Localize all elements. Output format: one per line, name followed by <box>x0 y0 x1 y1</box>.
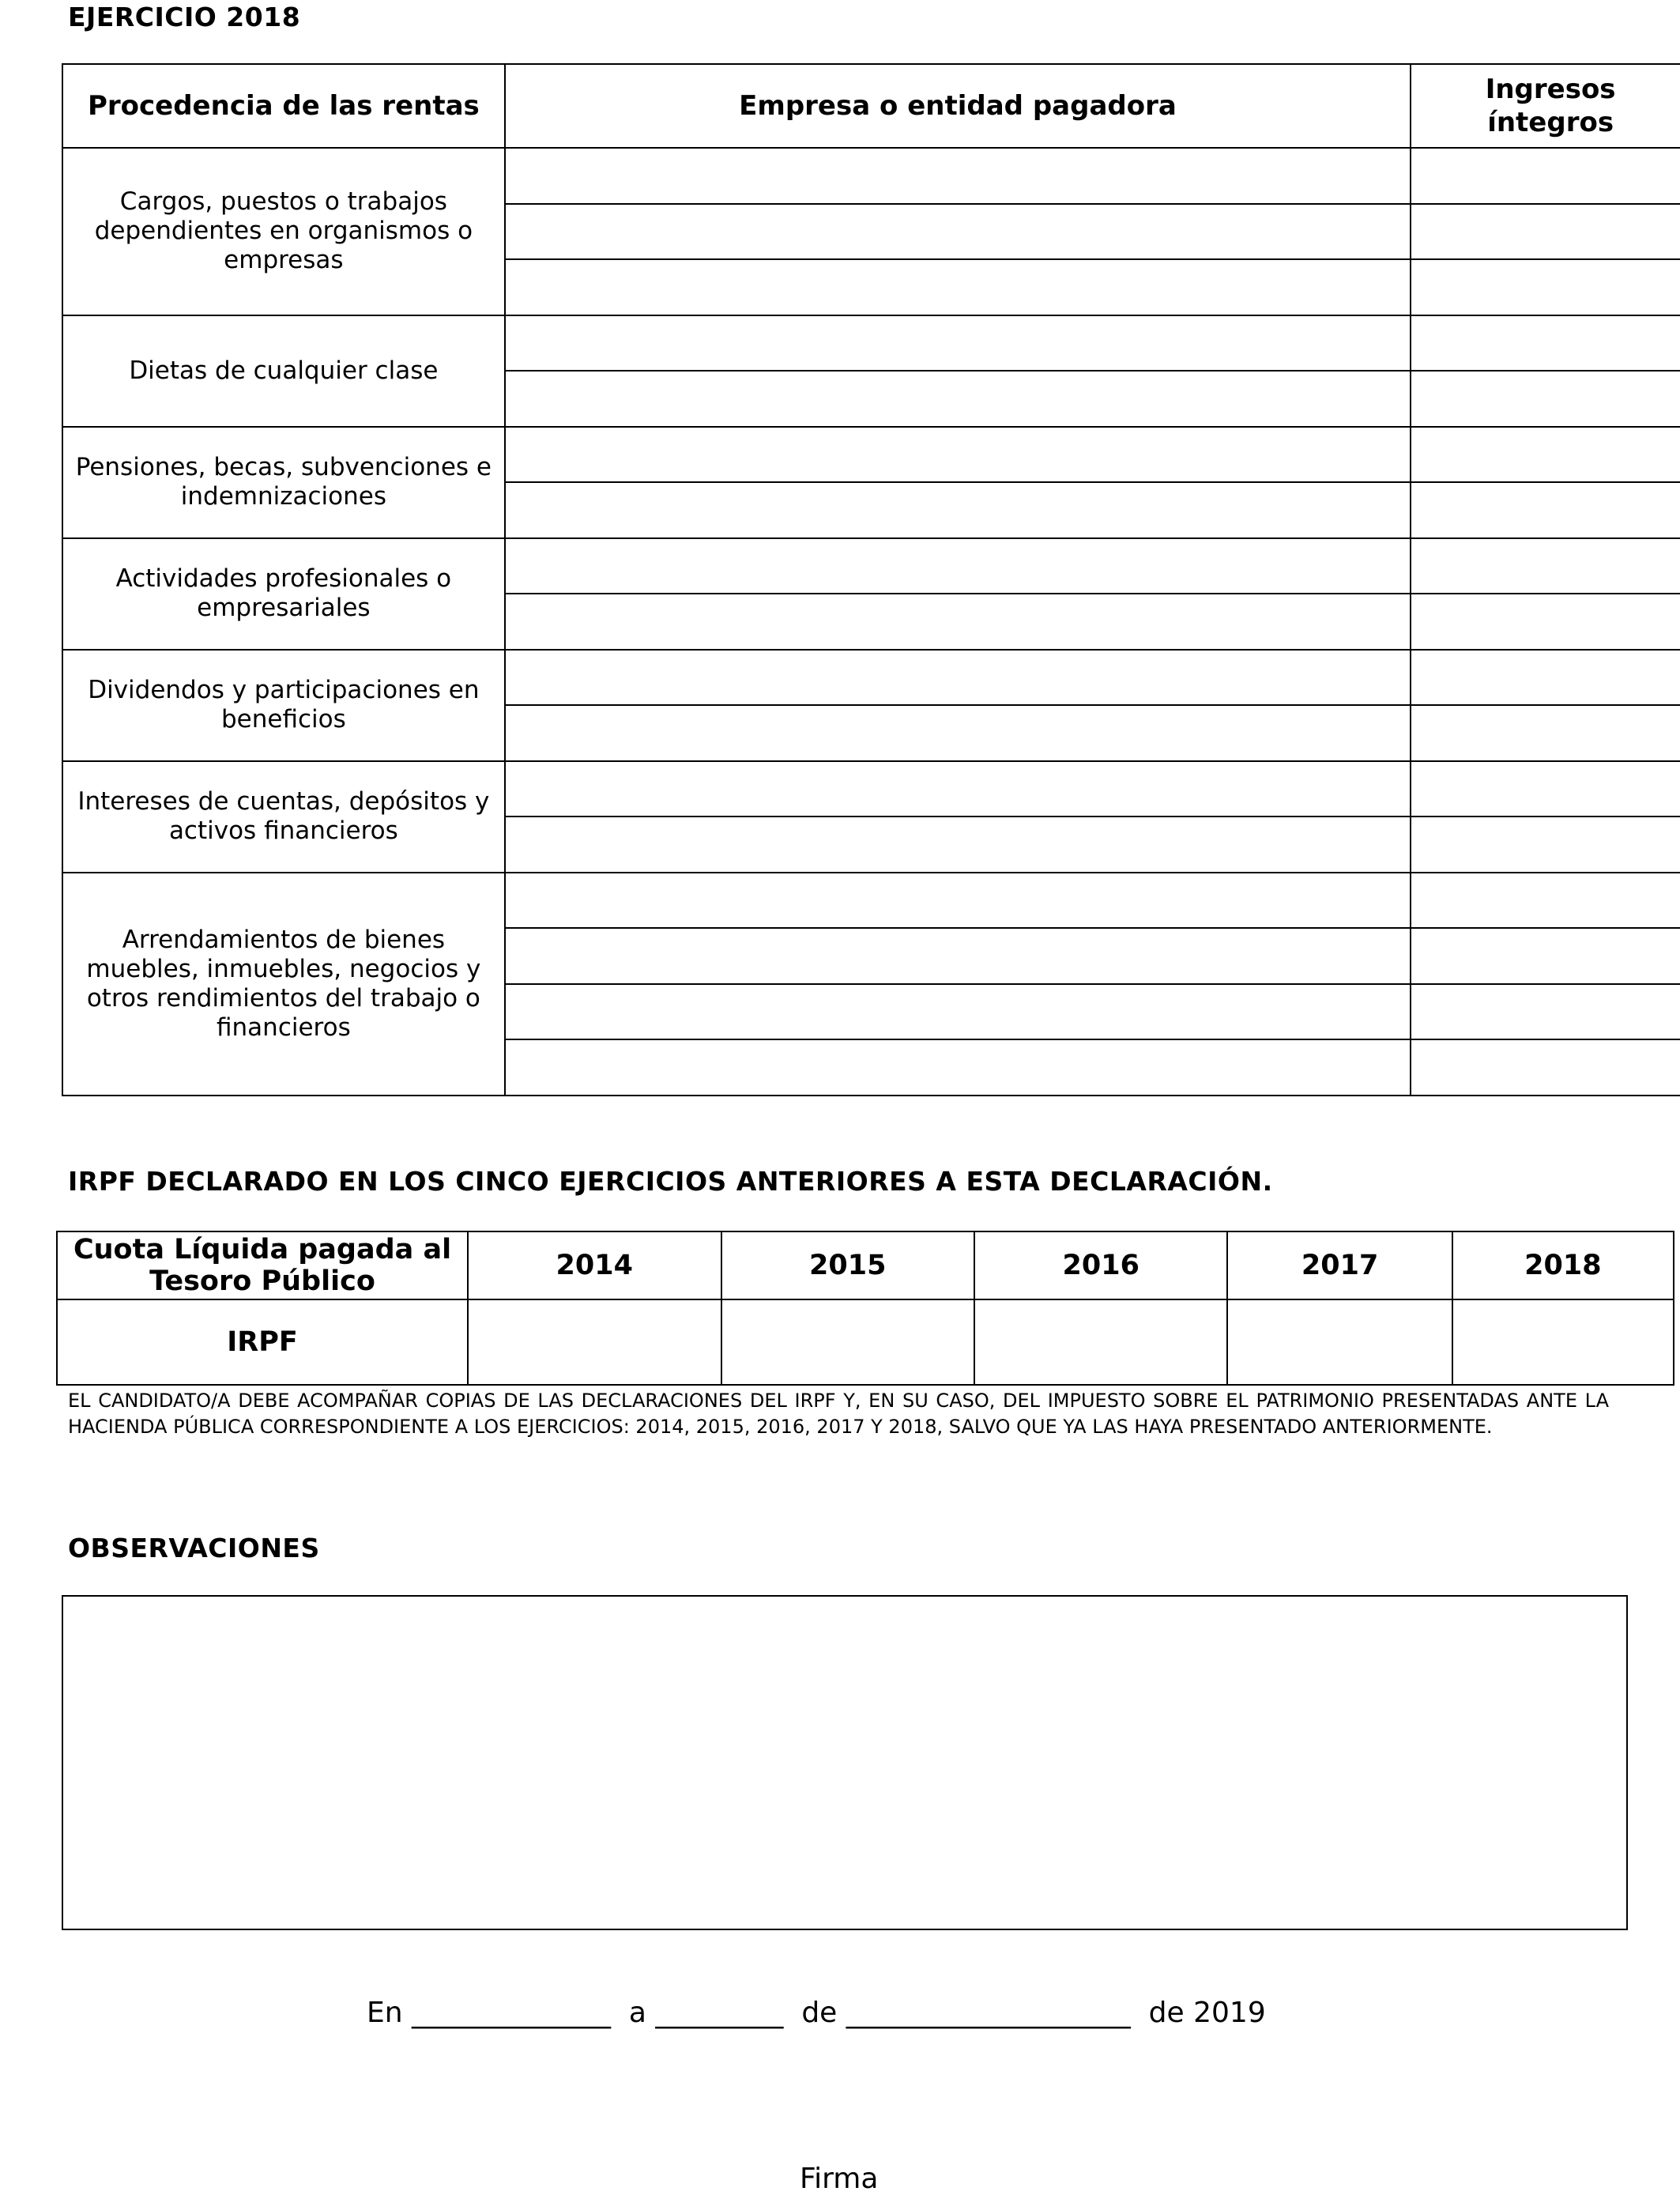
ingresos-integros-cell[interactable] <box>1411 594 1680 650</box>
empresa-entidad-cell[interactable] <box>505 761 1411 817</box>
empresa-entidad-cell[interactable] <box>505 594 1411 650</box>
ingresos-integros-cell[interactable] <box>1411 1039 1680 1096</box>
irpf-row-label: IRPF <box>57 1299 468 1385</box>
rentas-row <box>62 427 1680 483</box>
ingresos-integros-cell[interactable] <box>1411 873 1680 929</box>
irpf-table <box>56 1231 1674 1386</box>
procedencia-label: Intereses de cuentas, depósitos y activos financieros <box>62 761 505 873</box>
empresa-entidad-cell[interactable] <box>505 148 1411 204</box>
ingresos-integros-cell[interactable] <box>1411 984 1680 1040</box>
ingresos-integros-cell[interactable] <box>1411 705 1680 761</box>
a-label: a <box>628 1997 646 2029</box>
firma-label: Firma <box>800 2163 879 2195</box>
ingresos-integros-cell[interactable] <box>1411 371 1680 427</box>
empresa-entidad-cell[interactable] <box>505 928 1411 984</box>
empresa-entidad-cell[interactable] <box>505 427 1411 483</box>
empresa-entidad-cell[interactable] <box>505 538 1411 594</box>
irpf-2016-cell[interactable] <box>974 1299 1227 1385</box>
rentas-row <box>62 538 1680 594</box>
rentas-table <box>62 63 1680 1096</box>
irpf-note: EL CANDIDATO/A DEBE ACOMPAÑAR COPIAS DE LAS DECLARACIONES DEL IRPF Y, EN SU CASO, DEL IMPUESTO SOBRE EL PATRIMONIO PRESENTADAS ANTE LA HACIENDA PÚBLICA CORRESPONDIENTE A LOS EJERCICIOS: 2014, 2015, 2016, 2017 Y 2018, SALVO QUE YA LAS HAYA PRESENTADO ANTERIORMENTE. <box>68 1390 1609 1438</box>
procedencia-label: Pensiones, becas, subvenciones e indemnizaciones <box>62 427 505 538</box>
procedencia-label: Actividades profesionales o empresariales <box>62 538 505 650</box>
header-ingresos: Ingresos íntegros <box>1411 64 1680 148</box>
irpf-2018-cell[interactable] <box>1452 1299 1674 1385</box>
ingresos-integros-cell[interactable] <box>1411 817 1680 873</box>
empresa-entidad-cell[interactable] <box>505 315 1411 371</box>
irpf-2017-cell[interactable] <box>1227 1299 1452 1385</box>
year-2017-header: 2017 <box>1227 1231 1452 1299</box>
year-2016-header: 2016 <box>974 1231 1227 1299</box>
irpf-2015-cell[interactable] <box>721 1299 974 1385</box>
empresa-entidad-cell[interactable] <box>505 1039 1411 1096</box>
rentas-row <box>62 873 1680 929</box>
empresa-entidad-cell[interactable] <box>505 259 1411 315</box>
empresa-entidad-cell[interactable] <box>505 984 1411 1040</box>
rentas-row <box>62 761 1680 817</box>
empresa-entidad-cell[interactable] <box>505 705 1411 761</box>
rentas-row <box>62 650 1680 706</box>
month-blank[interactable]: ____________________ <box>846 1997 1131 2029</box>
ingresos-integros-cell[interactable] <box>1411 761 1680 817</box>
ingresos-integros-cell[interactable] <box>1411 482 1680 538</box>
year-2018-header: 2018 <box>1452 1231 1674 1299</box>
procedencia-label: Cargos, puestos o trabajos dependientes en organismos o empresas <box>62 148 505 315</box>
place-blank[interactable]: ______________ <box>412 1997 612 2029</box>
empresa-entidad-cell[interactable] <box>505 873 1411 929</box>
ingresos-integros-cell[interactable] <box>1411 204 1680 260</box>
empresa-entidad-cell[interactable] <box>505 482 1411 538</box>
en-label: En <box>367 1997 403 2029</box>
empresa-entidad-cell[interactable] <box>505 817 1411 873</box>
page-title: EJERCICIO 2018 <box>68 2 301 32</box>
ingresos-integros-cell[interactable] <box>1411 148 1680 204</box>
irpf-first-header: Cuota Líquida pagada al Tesoro Público <box>57 1231 468 1299</box>
place-date-line <box>367 1997 1266 2029</box>
ingresos-integros-cell[interactable] <box>1411 650 1680 706</box>
empresa-entidad-cell[interactable] <box>505 204 1411 260</box>
ingresos-integros-cell[interactable] <box>1411 928 1680 984</box>
year-2015-header: 2015 <box>721 1231 974 1299</box>
year-label: de 2019 <box>1148 1997 1266 2029</box>
ingresos-integros-cell[interactable] <box>1411 315 1680 371</box>
procedencia-label: Dividendos y participaciones en beneficios <box>62 650 505 761</box>
rentas-row <box>62 315 1680 371</box>
year-2014-header: 2014 <box>468 1231 721 1299</box>
ingresos-integros-cell[interactable] <box>1411 259 1680 315</box>
ingresos-integros-cell[interactable] <box>1411 538 1680 594</box>
day-blank[interactable]: _________ <box>655 1997 784 2029</box>
empresa-entidad-cell[interactable] <box>505 371 1411 427</box>
observaciones-box[interactable] <box>62 1595 1628 1930</box>
procedencia-label: Arrendamientos de bienes muebles, inmuebles, negocios y otros rendimientos del trabajo o financieros <box>62 873 505 1096</box>
header-empresa: Empresa o entidad pagadora <box>505 64 1411 148</box>
de-label: de <box>801 1997 838 2029</box>
irpf-2014-cell[interactable] <box>468 1299 721 1385</box>
procedencia-label: Dietas de cualquier clase <box>62 315 505 427</box>
header-procedencia: Procedencia de las rentas <box>62 64 505 148</box>
ingresos-integros-cell[interactable] <box>1411 427 1680 483</box>
rentas-row <box>62 148 1680 204</box>
irpf-heading: IRPF DECLARADO EN LOS CINCO EJERCICIOS ANTERIORES A ESTA DECLARACIÓN. <box>68 1166 1273 1197</box>
empresa-entidad-cell[interactable] <box>505 650 1411 706</box>
observaciones-heading: OBSERVACIONES <box>68 1533 320 1563</box>
